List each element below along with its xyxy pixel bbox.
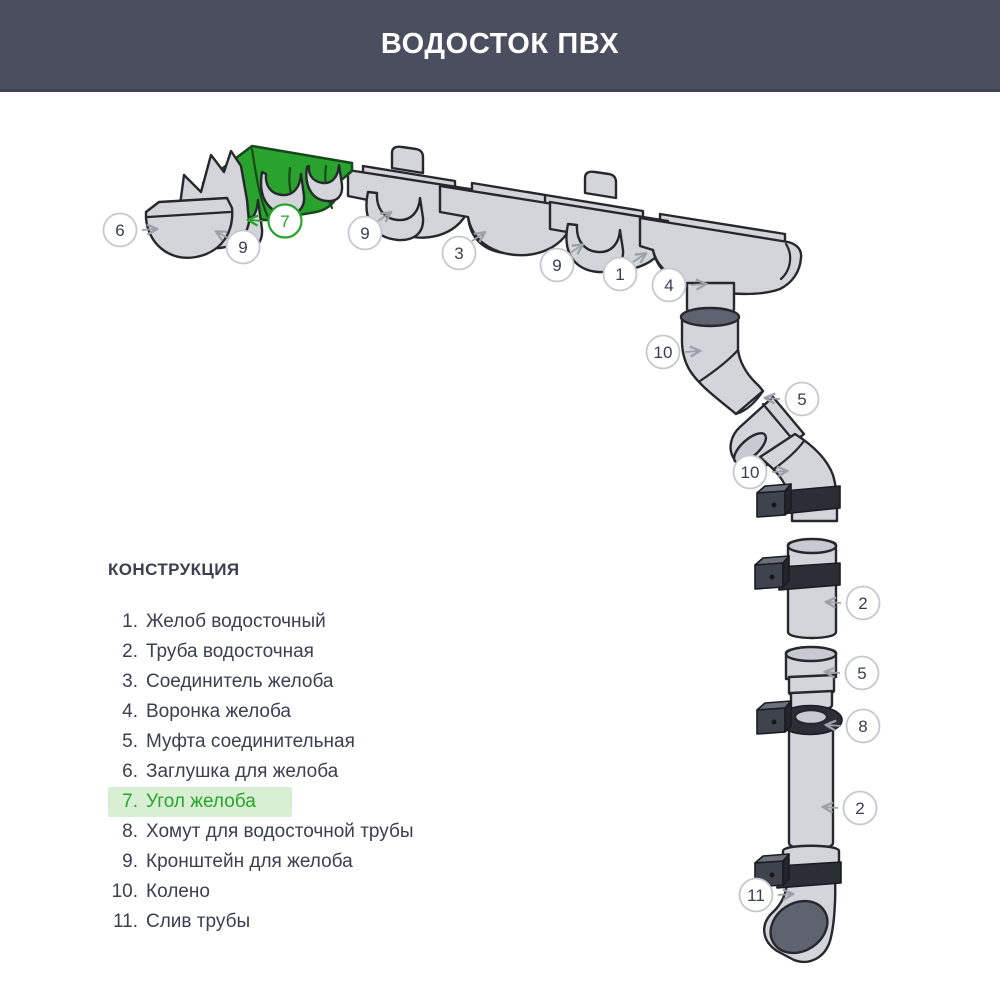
- legend-item-11[interactable]: [108, 907, 260, 937]
- callout-arrow-icon: [142, 229, 156, 230]
- legend-item-label: Угол желоба: [146, 791, 256, 812]
- legend-item-number: 2.: [122, 641, 138, 662]
- legend-item-number: 8.: [122, 821, 138, 842]
- callout-number: 7: [280, 212, 290, 232]
- callout-number: 10: [740, 463, 760, 483]
- legend-item-9[interactable]: [108, 847, 363, 877]
- downpipe-section: [789, 725, 833, 849]
- page-title: ВОДОСТОК ПВХ: [380, 28, 620, 60]
- callout-number: 6: [115, 221, 125, 241]
- callout-arrow-icon: [827, 602, 841, 603]
- callout-arrow-icon: [778, 894, 792, 895]
- legend: [108, 560, 424, 937]
- callout-arrow-icon: [772, 471, 786, 472]
- legend-heading: КОНСТРУКЦИЯ: [108, 560, 240, 579]
- legend-item-label: Хомут для водосточной трубы: [146, 821, 414, 842]
- callout-number: 2: [855, 799, 865, 819]
- legend-item-label: Слив трубы: [146, 911, 251, 932]
- legend-item-number: 6.: [122, 761, 138, 782]
- legend-item-label: Муфта соединительная: [146, 731, 355, 752]
- pipe-coupling: [786, 647, 836, 711]
- legend-item-6[interactable]: [108, 757, 348, 787]
- legend-item-number: 11.: [112, 911, 138, 932]
- callout-arrow-icon: [824, 807, 838, 808]
- legend-list: [108, 607, 424, 937]
- legend-item-number: 1.: [122, 611, 138, 632]
- callout-number: 10: [653, 343, 673, 363]
- legend-item-2[interactable]: [108, 637, 324, 667]
- callout-number: 8: [858, 717, 868, 737]
- callout-arrow-icon: [766, 398, 780, 399]
- legend-item-1[interactable]: [108, 607, 336, 637]
- legend-item-number: 7.: [122, 791, 138, 812]
- callout-number: 5: [797, 390, 807, 410]
- callout-number: 9: [552, 256, 562, 276]
- callout-number: 4: [664, 276, 674, 296]
- legend-item-number: 3.: [122, 671, 138, 692]
- callout-number: 1: [615, 265, 625, 285]
- legend-item-4[interactable]: [108, 697, 301, 727]
- callout-arrow-icon: [691, 284, 705, 285]
- legend-item-number: 5.: [122, 731, 138, 752]
- legend-item-5[interactable]: [108, 727, 365, 757]
- callout-number: 2: [858, 594, 868, 614]
- legend-item-10[interactable]: [108, 877, 220, 907]
- legend-item-number: 10.: [111, 881, 138, 902]
- legend-item-3[interactable]: [108, 667, 343, 697]
- callout-number: 9: [360, 224, 370, 244]
- legend-item-number: 4.: [122, 701, 138, 722]
- legend-item-7[interactable]: [108, 787, 292, 817]
- legend-item-label: Желоб водосточный: [146, 611, 326, 632]
- legend-item-label: Воронка желоба: [146, 701, 291, 722]
- legend-item-8[interactable]: [108, 817, 424, 847]
- downpipe: [681, 283, 842, 963]
- callout-number: 9: [238, 238, 248, 258]
- legend-item-label: Соединитель желоба: [146, 671, 334, 692]
- legend-item-label: Труба водосточная: [146, 641, 314, 662]
- callout-arrow-icon: [685, 351, 699, 352]
- legend-item-label: Заглушка для желоба: [146, 761, 339, 782]
- legend-item-number: 9.: [122, 851, 138, 872]
- callout-arrow-icon: [249, 220, 263, 221]
- callout-number: 3: [454, 244, 464, 264]
- legend-item-label: Кронштейн для желоба: [146, 851, 353, 872]
- callout-arrow-icon: [826, 672, 840, 673]
- callout-number: 11: [747, 886, 765, 906]
- callout-number: 5: [857, 664, 867, 684]
- callout-arrow-icon: [827, 725, 841, 726]
- legend-item-label: Колено: [146, 881, 210, 902]
